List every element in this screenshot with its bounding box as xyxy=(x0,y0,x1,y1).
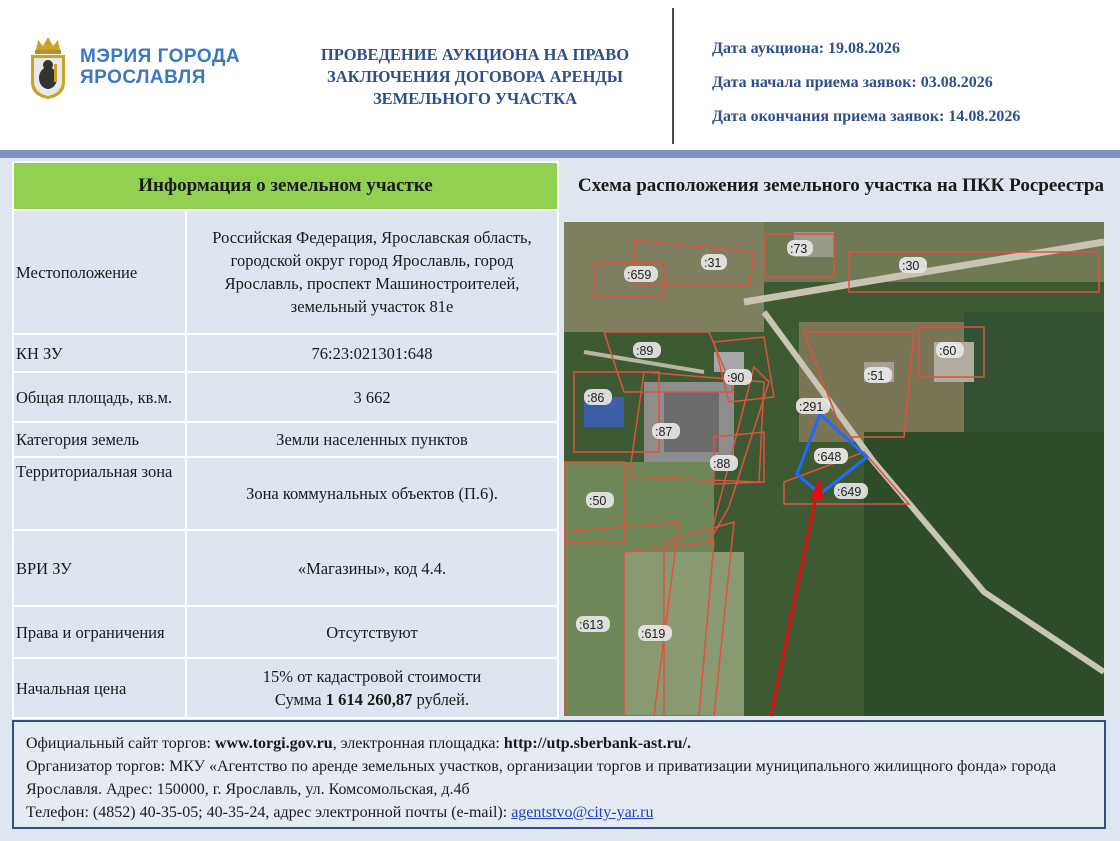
parcel-label: :659 xyxy=(627,268,652,282)
auction-title: ПРОВЕДЕНИЕ АУКЦИОНА НА ПРАВО ЗАКЛЮЧЕНИЯ ДОГОВОРА АРЕНДЫ ЗЕМЕЛЬНОГО УЧАСТКА xyxy=(320,45,630,108)
row-label: Категория земель xyxy=(13,422,186,457)
cadastral-map xyxy=(564,222,1104,716)
application-start-date: Дата начала приема заявок: 03.08.2026 xyxy=(712,74,993,91)
table-row xyxy=(13,334,558,372)
row-label: Местоположение xyxy=(13,210,186,334)
row-label: Общая площадь, кв.м. xyxy=(13,372,186,422)
platform-prefix: , электронная площадка: xyxy=(332,735,504,752)
price-prefix: Сумма xyxy=(274,690,326,709)
row-label: Территориальная зона xyxy=(13,457,186,530)
logo-line-1: МЭРИЯ ГОРОДА xyxy=(80,46,241,67)
header-bottom-bar xyxy=(0,150,1120,158)
parcel-label-highlighted: :648 xyxy=(817,450,842,464)
parcel-label: :89 xyxy=(636,344,654,358)
price-amount: 1 614 260,87 xyxy=(325,690,413,709)
table-row xyxy=(13,530,558,606)
header-divider xyxy=(672,8,674,144)
row-value: Отсутствуют xyxy=(186,606,558,658)
parcel-label: :60 xyxy=(939,344,957,358)
price-line-2 xyxy=(191,688,553,711)
land-info-table xyxy=(12,161,559,719)
map-title: Схема расположения земельного участка на ПКК Росреестра xyxy=(578,175,1104,196)
parcel-label: :613 xyxy=(579,618,604,632)
row-label: КН ЗУ xyxy=(13,334,186,372)
header xyxy=(0,0,1120,150)
site-prefix: Официальный сайт торгов: xyxy=(26,735,215,752)
table-row xyxy=(13,372,558,422)
logo-line-2: ЯРОСЛАВЛЯ xyxy=(80,67,206,88)
parcel-label: :619 xyxy=(641,627,666,641)
row-value: Российская Федерация, Ярославская область, городской округ город Ярославль, город Ярославль, проспект Машиностроителей, земельный участок 81е xyxy=(186,210,558,334)
row-label: ВРИ ЗУ xyxy=(13,530,186,606)
application-end-date: Дата окончания приема заявок: 14.08.2026 xyxy=(712,108,1021,125)
parcel-label: :30 xyxy=(902,259,920,273)
row-value: 76:23:021301:648 xyxy=(186,334,558,372)
logo xyxy=(28,34,240,100)
official-site: www.torgi.gov.ru xyxy=(214,735,333,752)
row-value: Зона коммунальных объектов (П.6). xyxy=(186,457,558,530)
parcel-label: :31 xyxy=(704,256,722,270)
table-row xyxy=(13,658,558,718)
parcel-label: :90 xyxy=(727,371,745,385)
row-label: Права и ограничения xyxy=(13,606,186,658)
row-value: «Магазины», код 4.4. xyxy=(186,530,558,606)
parcel-label: :87 xyxy=(655,425,673,439)
contact-footer xyxy=(12,720,1106,829)
table-row xyxy=(13,422,558,457)
parcel-label: :649 xyxy=(837,485,862,499)
parcel-label: :88 xyxy=(713,457,731,471)
table-row xyxy=(13,606,558,658)
electronic-platform: http://utp.sberbank-ast.ru/. xyxy=(503,735,692,752)
dates-block xyxy=(712,38,1020,140)
footer-line-contacts xyxy=(26,801,1092,824)
row-label: Начальная цена xyxy=(13,658,186,718)
table-row xyxy=(13,457,558,530)
parcel-label: :86 xyxy=(587,391,605,405)
footer-line-sites xyxy=(26,732,1092,755)
row-value: 3 662 xyxy=(186,372,558,422)
auction-date: Дата аукциона: 19.08.2026 xyxy=(712,40,901,57)
row-value: Земли населенных пунктов xyxy=(186,422,558,457)
parcel-label: :51 xyxy=(867,369,885,383)
parcel-label: :50 xyxy=(589,494,607,508)
row-value-price xyxy=(186,658,558,718)
price-line-1: 15% от кадастровой стоимости xyxy=(262,667,482,686)
price-suffix: рублей. xyxy=(412,690,470,709)
table-title: Информация о земельном участке xyxy=(13,162,558,210)
coat-of-arms-icon xyxy=(28,34,68,100)
email-link[interactable]: agentstvo@city-yar.ru xyxy=(511,804,654,821)
phone-text: Телефон: (4852) 40-35-05; 40-35-24, адрес электронной почты (e-mail): xyxy=(26,804,512,821)
parcel-label: :73 xyxy=(790,242,808,256)
parcel-label: :291 xyxy=(799,400,824,414)
table-row xyxy=(13,210,558,334)
footer-line-organizer: Организатор торгов: МКУ «Агентство по аренде земельных участков, организации торгов и приватизации муниципального жилищного фонда» города Ярославля. Адрес: 150000, г. Ярославль, ул. Комсомольская, д.4б xyxy=(26,758,1057,798)
